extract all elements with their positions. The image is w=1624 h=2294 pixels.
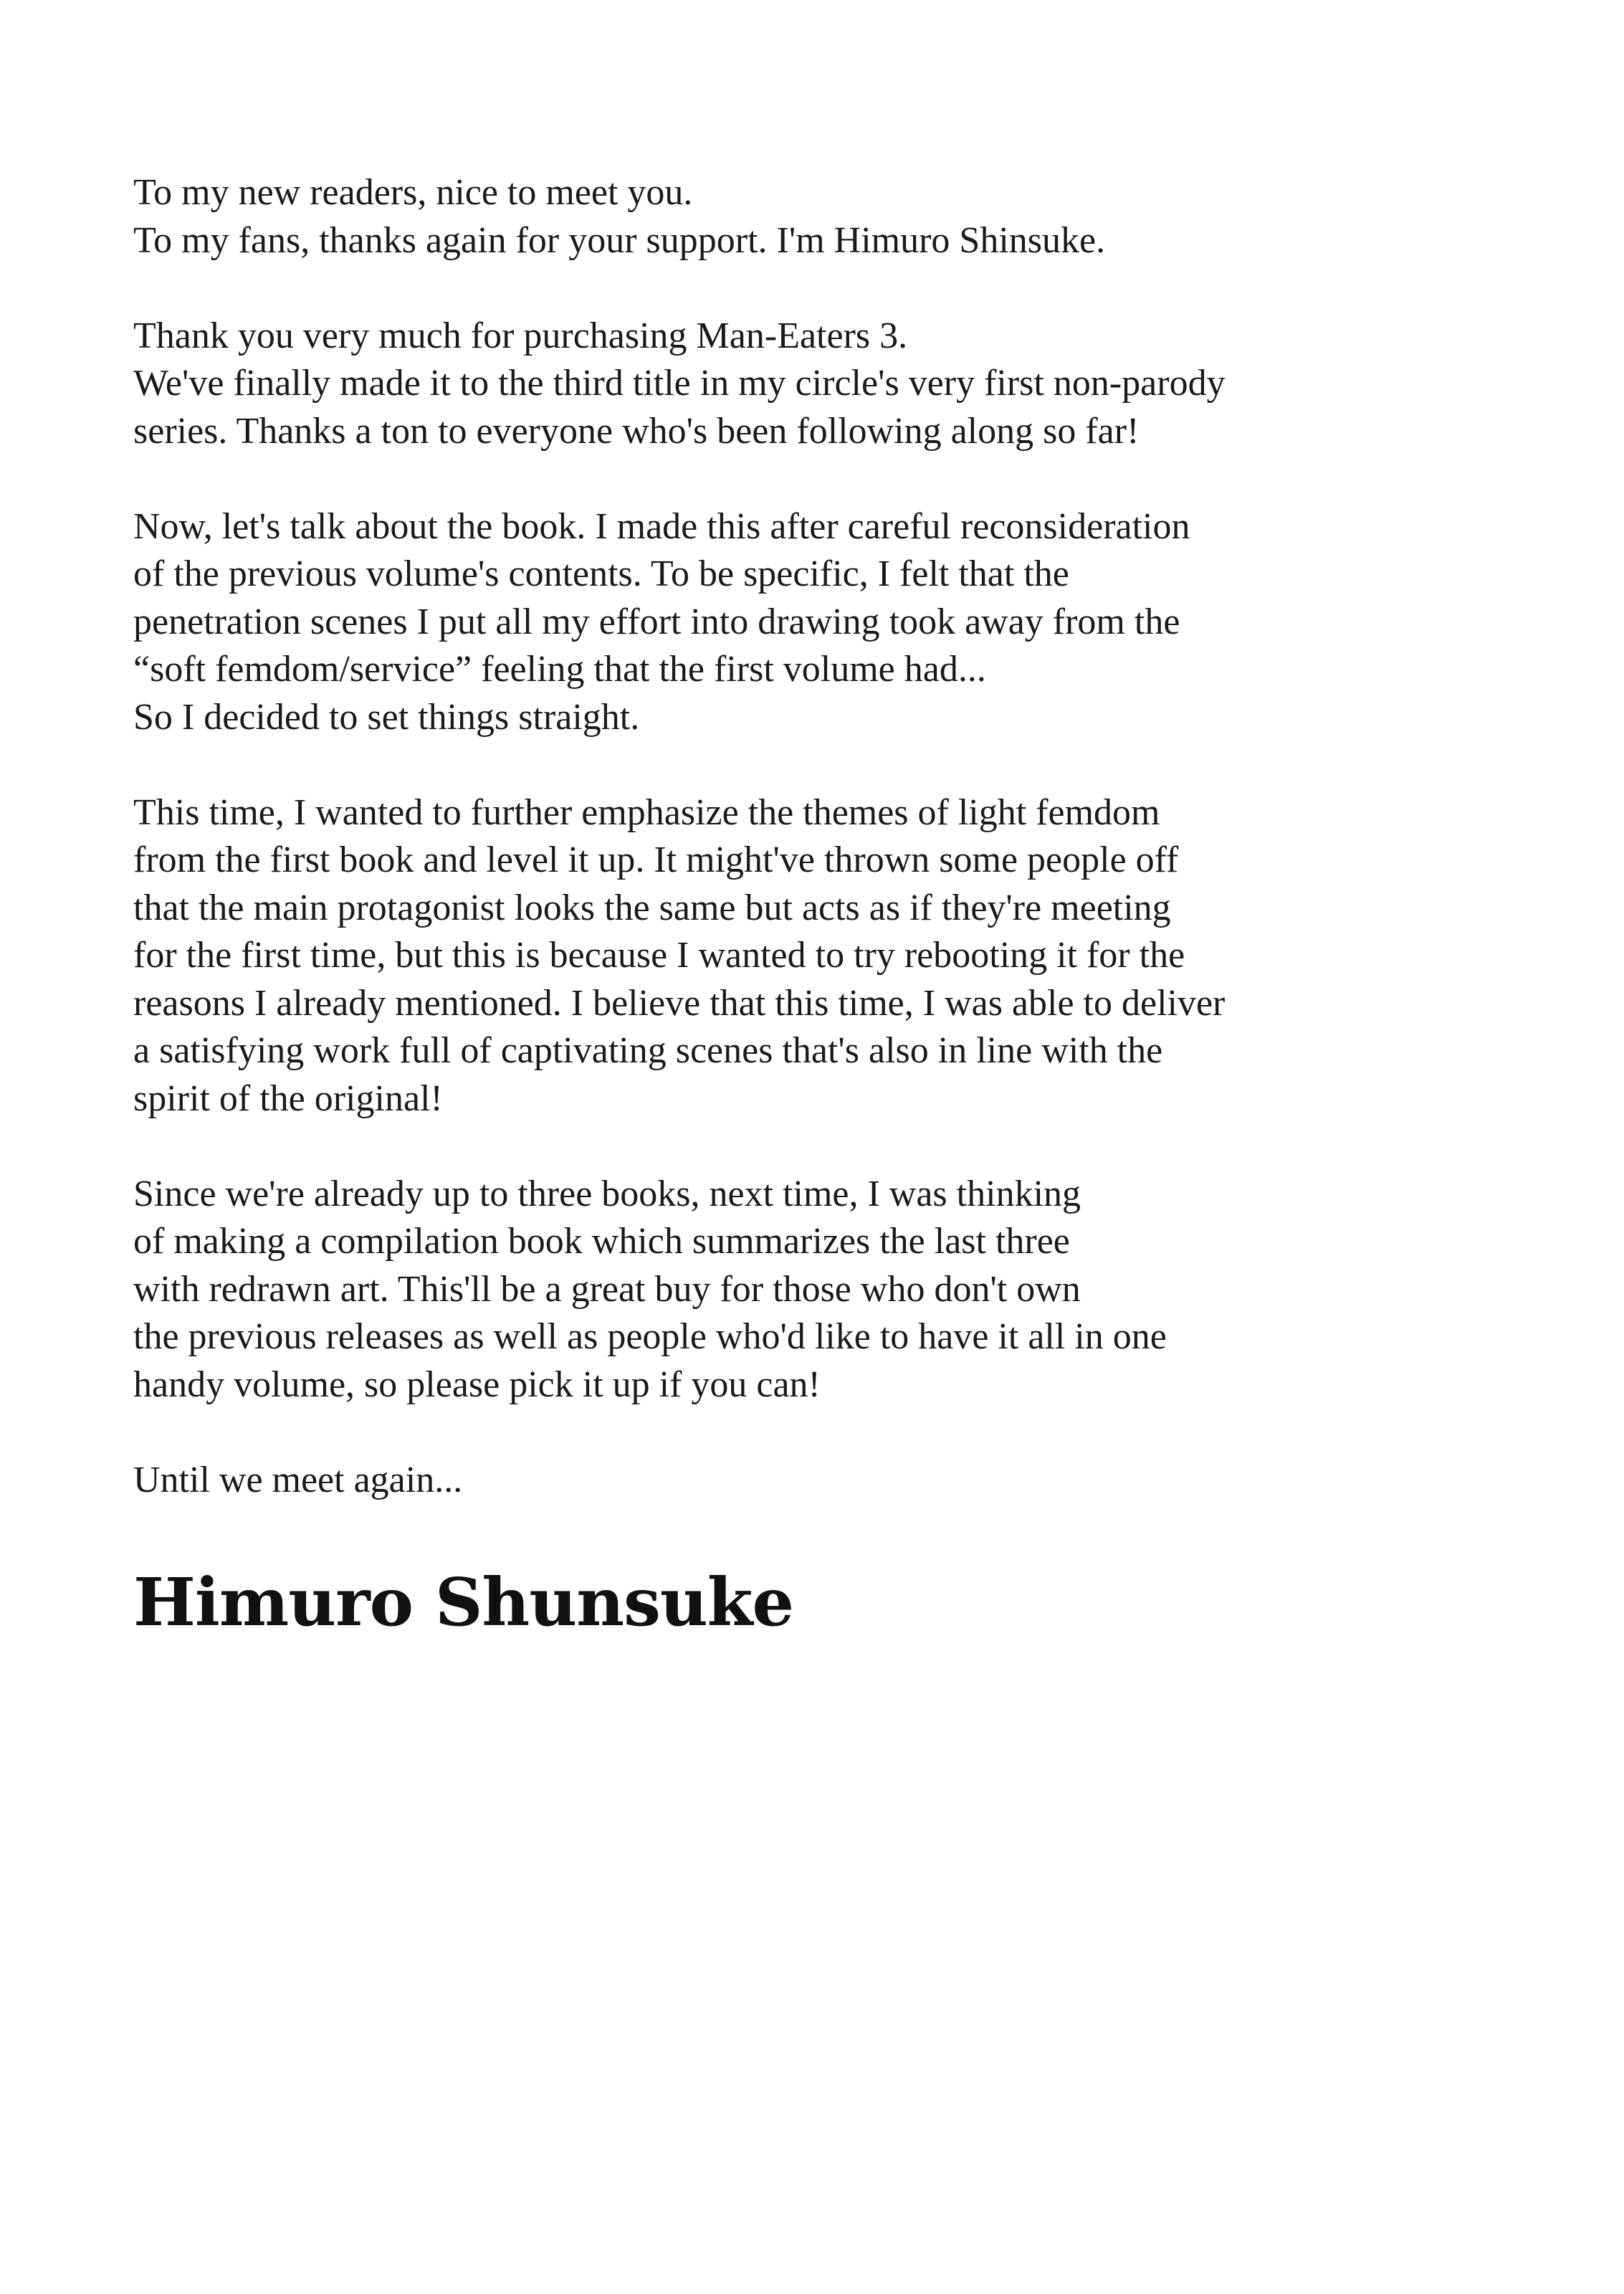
- text-line: “soft femdom/service” feeling that the first volume had...: [133, 649, 986, 690]
- text-line: Now, let's talk about the book. I made this after careful reconsideration: [133, 505, 1190, 547]
- text-line: To my new readers, nice to meet you.: [133, 172, 693, 213]
- text-line: We've finally made it to the third title in my circle's very first non-parody: [133, 363, 1226, 404]
- paragraph-closing: [133, 1457, 1495, 1505]
- text-line: Until we meet again...: [133, 1459, 463, 1500]
- text-line: a satisfying work full of captivating scenes that's also in line with the: [133, 1030, 1163, 1071]
- paragraph-this-time: [133, 789, 1495, 1123]
- paragraph-about-book: [133, 503, 1495, 742]
- text-line: penetration scenes I put all my effort into drawing took away from the: [133, 601, 1180, 642]
- text-line: Since we're already up to three books, next time, I was thinking: [133, 1173, 1081, 1214]
- text-line: reasons I already mentioned. I believe that this time, I was able to deliver: [133, 982, 1226, 1024]
- text-line: with redrawn art. This'll be a great buy for those who don't own: [133, 1268, 1081, 1310]
- text-line: from the first book and level it up. It might've thrown some people off: [133, 839, 1179, 880]
- text-line: To my fans, thanks again for your support. I'm Himuro Shinsuke.: [133, 219, 1106, 261]
- afterword-letter: [133, 169, 1495, 1552]
- author-signature: Himuro Shunsuke: [133, 1564, 794, 1641]
- paragraph-next-time: [133, 1171, 1495, 1409]
- text-line: of making a compilation book which summarizes the last three: [133, 1221, 1070, 1262]
- text-line: of the previous volume's contents. To be specific, I felt that the: [133, 553, 1069, 594]
- text-line: that the main protagonist looks the same but acts as if they're meeting: [133, 887, 1171, 928]
- text-line: handy volume, so please pick it up if you can!: [133, 1363, 821, 1405]
- text-line: Thank you very much for purchasing Man-Eaters 3.: [133, 315, 908, 356]
- text-line: for the first time, but this is because I wanted to try rebooting it for the: [133, 935, 1185, 976]
- text-line: This time, I wanted to further emphasize the themes of light femdom: [133, 791, 1160, 833]
- paragraph-thanks: [133, 313, 1495, 456]
- text-line: series. Thanks a ton to everyone who's been following along so far!: [133, 410, 1140, 452]
- paragraph-greeting: [133, 169, 1495, 265]
- text-line: So I decided to set things straight.: [133, 696, 640, 738]
- text-line: spirit of the original!: [133, 1077, 443, 1119]
- text-line: the previous releases as well as people who'd like to have it all in one: [133, 1316, 1167, 1357]
